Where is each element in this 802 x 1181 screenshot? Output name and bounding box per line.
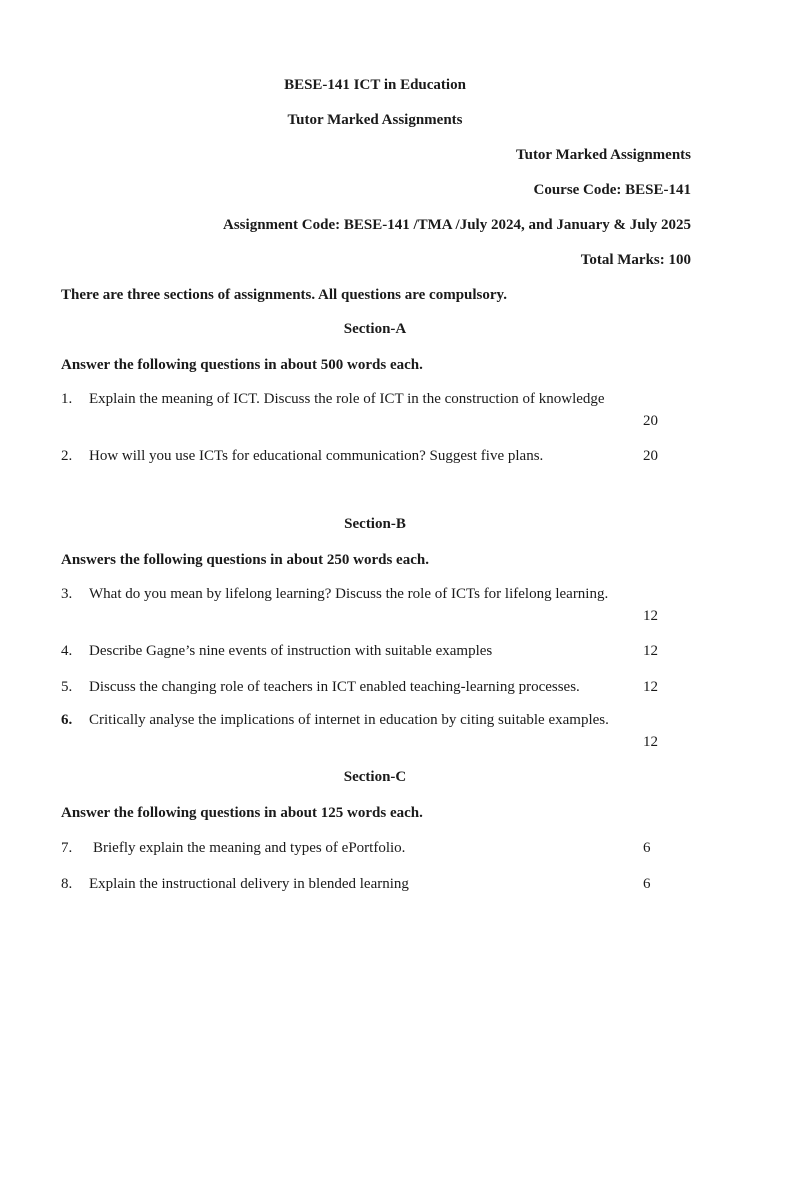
question-text: Critically analyse the implications of internet in education by citing suitable examples. (89, 712, 609, 728)
question-item (61, 390, 605, 408)
question-item (61, 447, 543, 465)
question-number: 4. (61, 643, 73, 659)
question-number: 5. (61, 679, 73, 695)
section-instruction: Answer the following questions in about 125 words each. (61, 805, 423, 821)
total-marks: Total Marks: 100 (580, 252, 691, 268)
question-marks: 20 (643, 448, 658, 464)
assignment-code: Assignment Code: BESE-141 /TMA /July 2024, and January & July 2025 (223, 217, 691, 233)
intro-text: There are three sections of assignments. All questions are compulsory. (61, 287, 507, 303)
section-instruction: Answers the following questions in about 250 words each. (61, 552, 429, 568)
document-subtitle: Tutor Marked Assignments (287, 112, 463, 128)
question-marks: 6 (643, 840, 651, 856)
right-title: Tutor Marked Assignments (515, 147, 691, 163)
question-item (61, 642, 492, 660)
section-heading: Section-B (344, 516, 406, 532)
section-instruction: Answer the following questions in about 500 words each. (61, 357, 423, 373)
question-item (61, 711, 609, 729)
question-marks: 6 (643, 876, 651, 892)
question-number: 6. (61, 712, 73, 728)
question-marks: 12 (643, 734, 658, 750)
section-heading: Section-C (343, 769, 407, 785)
question-number: 8. (61, 876, 73, 892)
question-number: 2. (61, 448, 73, 464)
question-item (61, 875, 409, 893)
question-text: Briefly explain the meaning and types of ePortfolio. (93, 840, 406, 856)
question-number: 1. (61, 391, 73, 407)
question-text: Discuss the changing role of teachers in ICT enabled teaching-learning processes. (89, 679, 580, 695)
question-marks: 12 (643, 608, 658, 624)
question-text: Describe Gagne’s nine events of instruction with suitable examples (89, 643, 493, 659)
section-heading: Section-A (343, 321, 407, 337)
question-marks: 12 (643, 643, 658, 659)
course-code: Course Code: BESE-141 (533, 182, 691, 198)
question-text: Explain the meaning of ICT. Discuss the role of ICT in the construction of knowledge (89, 391, 605, 407)
question-item (61, 585, 608, 603)
question-number: 7. (61, 840, 73, 856)
question-number: 3. (61, 586, 73, 602)
question-text: Explain the instructional delivery in blended learning (89, 876, 409, 892)
question-text: What do you mean by lifelong learning? Discuss the role of ICTs for lifelong learning. (89, 586, 609, 602)
question-text: How will you use ICTs for educational communication? Suggest five plans. (89, 448, 544, 464)
question-item (61, 839, 405, 857)
document-title: BESE-141 ICT in Education (284, 77, 466, 93)
question-marks: 12 (643, 679, 658, 695)
question-item (61, 678, 580, 696)
question-marks: 20 (643, 413, 658, 429)
